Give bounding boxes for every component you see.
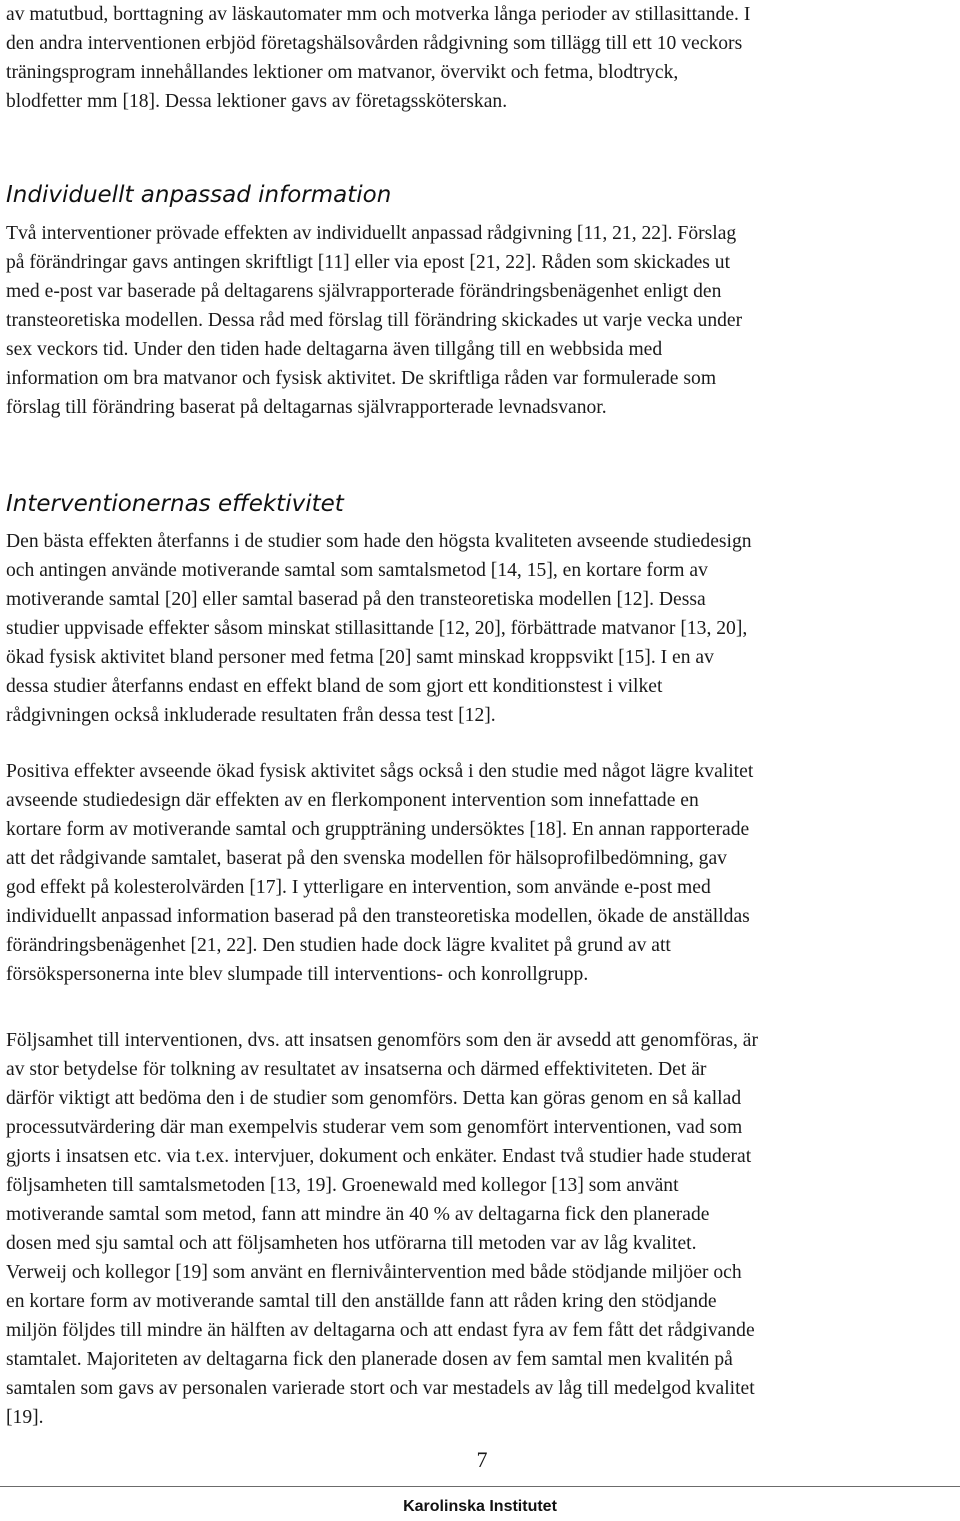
- text-line: stamtalet. Majoriteten av deltagarna fick den planerade dosen av fem samtal men kvalitén på: [6, 1349, 733, 1370]
- text-line: god effekt på kolesterolvärden [17]. I ytterligare en intervention, som använde e-post med: [6, 877, 711, 898]
- text-line: och antingen använde motiverande samtal som samtalsmetod [14, 15], en kortare form av: [6, 560, 708, 581]
- intro-paragraph: [6, 0, 750, 116]
- text-line: kortare form av motiverande samtal och gruppträning undersöktes [18]. En annan rapporterade: [6, 819, 750, 840]
- effectiveness-paragraph-3: [6, 1026, 758, 1432]
- individual-paragraph: [6, 219, 742, 422]
- text-line: Två interventioner prövade effekten av individuellt anpassad rådgivning [11, 21, 22]. Förslag: [6, 223, 737, 244]
- text-line: försökspersonerna inte blev slumpade till interventions- och konrollgrupp.: [6, 964, 589, 985]
- text-line: förslag till förändring baserat på deltagarnas självrapporterade levnadsvanor.: [6, 397, 607, 418]
- text-line: individuellt anpassad information baserad på den transteoretiska modellen, ökade de anställdas: [6, 906, 750, 927]
- text-line: [19].: [6, 1407, 44, 1428]
- text-line: följsamheten till samtalsmetoden [13, 19]. Groenewald med kollegor [13] som använt: [6, 1175, 679, 1196]
- text-line: transteoretiska modellen. Dessa råd med förslag till förändring skickades ut varje vecka under: [6, 310, 743, 331]
- text-line: träningsprogram innehållandes lektioner om matvanor, övervikt och fetma, blodtryck,: [6, 62, 679, 83]
- text-line: samtalen som gavs av personalen varierade stort och var mestadels av låg till medelgod kvalitet: [6, 1378, 755, 1399]
- text-line: dosen med sju samtal och att följsamheten hos utförarna till metoden var av låg kvalitet.: [6, 1233, 697, 1254]
- text-line: Den bästa effekten återfanns i de studier som hade den högsta kvaliteten avseende studiedesign: [6, 531, 752, 552]
- text-line: att det rådgivande samtalet, baserat på den svenska modellen för hälsoprofilbedömning, gav: [6, 848, 727, 869]
- text-line: förändringsbenägenhet [21, 22]. Den studien hade dock lägre kvalitet på grund av att: [6, 935, 671, 956]
- text-line: studier uppvisade effekter såsom minskat stillasittande [12, 20], förbättrade matvanor [13, 20],: [6, 618, 748, 639]
- text-line: med e-post var baserade på deltagarens självrapporterade förändringsbenägenhet enligt den: [6, 281, 722, 302]
- section-heading-individual: Individuellt anpassad information: [6, 182, 392, 208]
- text-line: motiverande samtal som metod, fann att mindre än 40 % av deltagarna fick den planerade: [6, 1204, 710, 1225]
- text-line: rådgivningen också inkluderade resultaten från dessa test [12].: [6, 705, 496, 726]
- text-line: Positiva effekter avseende ökad fysisk aktivitet sågs också i den studie med något lägre kvalitet: [6, 761, 754, 782]
- text-line: sex veckors tid. Under den tiden hade deltagarna även tillgång till en webbsida med: [6, 339, 663, 360]
- text-line: dessa studier återfanns endast en effekt bland de som gjort ett konditionstest i vilket: [6, 676, 663, 697]
- footer-institution: Karolinska Institutet: [403, 1498, 557, 1515]
- text-line: avseende studiedesign där effekten av en flerkomponent intervention som innefattade en: [6, 790, 699, 811]
- effectiveness-paragraph-2: [6, 757, 753, 989]
- text-line: processutvärdering där man exempelvis studerar vem som genomfört interventionen, vad som: [6, 1117, 743, 1138]
- text-line: Följsamhet till interventionen, dvs. att insatsen genomförs som den är avsedd att genomföras, är: [6, 1030, 759, 1051]
- text-line: miljön följdes till mindre än hälften av deltagarna och att endast fyra av fem fått det rådgivande: [6, 1320, 755, 1341]
- section-heading-effectiveness: Interventionernas effektivitet: [6, 491, 344, 517]
- text-line: gjorts i insatsen etc. via t.ex. intervjuer, dokument och enkäter. Endast två studier hade studerat: [6, 1146, 752, 1167]
- text-line: därför viktigt att bedöma den i de studier som genomförs. Detta kan göras genom en så kallad: [6, 1088, 742, 1109]
- text-line: av matutbud, borttagning av läskautomater mm och motverka långa perioder av stillasittande. I: [6, 4, 751, 25]
- text-line: motiverande samtal [20] eller samtal baserad på den transteoretiska modellen [12]. Dessa: [6, 589, 706, 610]
- page-number: 7: [476, 1447, 488, 1472]
- text-line: ökad fysisk aktivitet bland personer med fetma [20] samt minskad kroppsvikt [15]. I en av: [6, 647, 714, 668]
- text-line: blodfetter mm [18]. Dessa lektioner gavs av företagssköterskan.: [6, 91, 508, 112]
- footer-divider: [0, 1486, 960, 1487]
- text-line: på förändringar gavs antingen skriftligt [11] eller via epost [21, 22]. Råden som skickades ut: [6, 252, 731, 273]
- text-line: Verweij och kollegor [19] som använt en flernivåintervention med både stödjande miljöer och: [6, 1262, 742, 1283]
- effectiveness-paragraph-1: [6, 527, 752, 730]
- text-line: den andra interventionen erbjöd företagshälsovården rådgivning som tillägg till ett 10 veckors: [6, 33, 743, 54]
- text-line: av stor betydelse för tolkning av resultatet av insatserna och därmed effektiviteten. Det är: [6, 1059, 707, 1080]
- text-line: information om bra matvanor och fysisk aktivitet. De skriftliga råden var formulerade som: [6, 368, 717, 389]
- text-line: en kortare form av motiverande samtal till den anställde fann att råden kring den stödjande: [6, 1291, 717, 1312]
